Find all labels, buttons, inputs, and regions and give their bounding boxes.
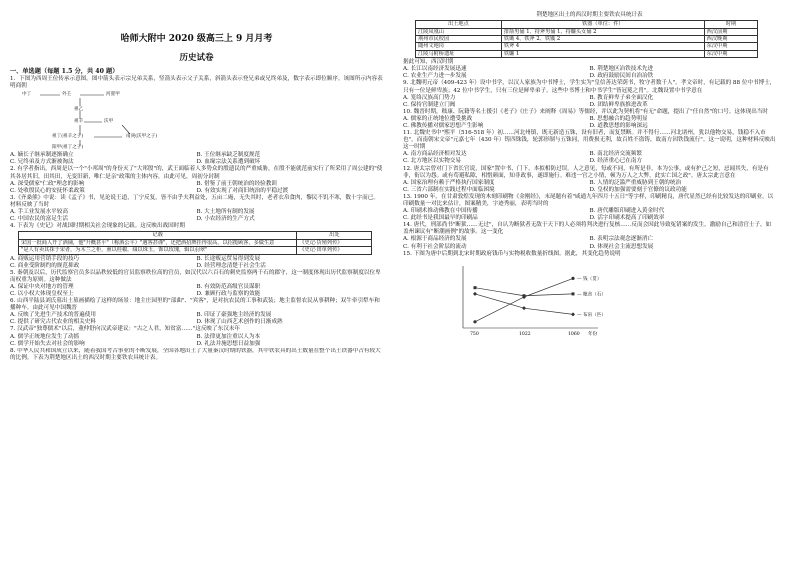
question-8-table-caption: 荆楚地区出土的西汉时期主要铁农具统计表	[536, 12, 643, 18]
legend-label: — 粮食（石）	[577, 292, 607, 298]
question-4-table	[18, 231, 372, 254]
question-11-stem: 11. 北魏史书中"熙平（516-518 年）初……河北州镇，既无新造五铢，设有旧者，而复禁断。并不得行……河北诸州，犹以他物交易，钱稳不入市也"。而南朝宋文帝"元嘉七年（430 年）铸四铢钱，轮郭形制与五铢同，用费损无利，故百姓不盗铸，故南方因铁钱流行"。这一说明，这种材料反映出这一时期	[403, 130, 776, 151]
question-12-options-b	[403, 187, 776, 194]
option[interactable]: D. 皇权的加强需要刻于官僚的议政功能	[589, 186, 687, 193]
option[interactable]: C. 北方地区以实物交易	[403, 158, 461, 165]
question-3-stem: 3.《齐桑熊》中说：读《孟子》书，见论说王道，丁宁反复，皆不由乎夫利益处，五亩二庵，无失其时，老者衣帛食肉，黎民不饥不寒，数十字而已。材料反映了当时	[10, 194, 379, 208]
table-cell: 西汉前期	[704, 28, 758, 35]
question-14-stem: 14. 唐代，刑部尚书"断狱……无过"，自认为断狱者无敌于天下的人必须将判决进行复核……反而会因此导致冤错案的发生，激励自己和清官士子，如盖州谏议有"断潮画例"的故事。这一变化	[403, 222, 772, 236]
option[interactable]: B. 王位继承缺乏制度规范	[196, 152, 261, 159]
option[interactable]: A. 国家治理有赖于严格执行国家制度	[403, 179, 495, 186]
question-10-options-a	[403, 116, 776, 123]
option[interactable]: A. 商贩运用营销手段的技巧	[10, 255, 80, 262]
tick-label: 1060	[568, 331, 580, 337]
option[interactable]: A. 笼络汉族高门势力	[403, 94, 456, 101]
option[interactable]: C. 提供了研究古代农业的相关史料	[10, 319, 96, 326]
question-14-options-b	[403, 244, 776, 251]
option[interactable]: B. 南北经济交流频繁	[589, 151, 642, 158]
tick-label: 年份	[588, 331, 598, 337]
table-cell: 铁斧 4	[501, 43, 704, 50]
option[interactable]: C. 以小权大体现皇权至上	[10, 291, 74, 297]
legend-label: — 布帛（匹）	[577, 312, 607, 318]
question-9-stem: 9. 北魏明元帝（409-423 年）设中书学，以汉人家族为中书博士，学生实为"皇信善达荣荫书，牧守者数千人"。孝文帝时，有记载的 88 位中书博士，只有一位是鲜卑族；42 位中书学生，只有三位是鲜卑弟子。这些中书博士和中书学生"皆冠冕之胄"。北魏设置中书学意在	[403, 80, 776, 94]
option[interactable]: B. 大土地所有制的发展	[196, 209, 255, 216]
data-point	[474, 286, 477, 289]
option[interactable]: D. 兼顾行政与监察的效能	[196, 291, 261, 297]
table-cell: 荆州市民校园	[416, 35, 502, 42]
option[interactable]: D. 活字印刷术提高了印刷效率	[589, 215, 665, 222]
option[interactable]: A. 印刷术推动佛教在中国传播	[403, 208, 478, 215]
data-point	[473, 320, 476, 323]
question-2-options-a	[10, 181, 383, 188]
data-point	[572, 292, 575, 295]
data-point	[473, 292, 477, 296]
table-cell: 宋国一批商人开了酒铺，他"升概甚平"（称酒公平）"遇客甚谨"，还把酒招牌挂得很高，以招揽顾客，多做生意	[19, 239, 297, 246]
question-2-options-b	[10, 188, 383, 195]
option[interactable]: C. 有利于社会阶层的流动	[403, 243, 467, 250]
left-column	[10, 10, 383, 362]
question-12-options-a	[403, 180, 776, 187]
data-point	[571, 312, 575, 316]
exam-title: 哈师大附中 2020 级高三上 9 月月考	[120, 34, 273, 44]
legend-label: — 钱（贯）	[577, 276, 602, 282]
option[interactable]: A. 深受儒家"仁政"理念的影响	[10, 180, 85, 187]
option[interactable]: C. 三省六部制在实践过程中面临困境	[403, 186, 495, 193]
question-15-stem: 15. 下图为唐中后期到北宋时期政府钱币与实物税收数量折线图。据此，其变化趋势说明	[403, 250, 621, 257]
option[interactable]: D. 经济重心已在南方	[589, 158, 643, 165]
data-point	[571, 277, 574, 280]
option[interactable]: B. 荆楚地区冶铁技术先进	[589, 66, 654, 73]
option[interactable]: D. 团结鲜卑族推进改革	[589, 101, 648, 108]
option[interactable]: D. 体现社会主流思想发展	[589, 243, 654, 250]
option[interactable]: C. 处收殷民心的安抚怀柔政策	[10, 187, 85, 194]
table-cell: 随州文地岗	[416, 43, 502, 50]
tax-trend-chart	[443, 260, 643, 355]
table-row	[416, 28, 758, 35]
question-4-stem: 4. 下表为《史记》对战国时期相关社会现象的记载。这反映出战国时期	[10, 223, 185, 230]
question-2-stem: 2. 有学者指出，西周是以一个"小邦周"的身份灭了"大邦殷"的，武王面临着人多势众的殷遗民的严重威胁，在殷不能就范前实行了所采用了周公建的"使其各居其旧，田其田，无变旧新，唯仁是亲"政策的主体内容，由此可见，周初分封制	[10, 166, 383, 180]
node-zuxin: 祖辛	[74, 119, 84, 125]
option[interactable]: B. 长途贩运贸易得到发展	[196, 255, 261, 262]
option[interactable]: B. 有效防范高级官员谋职	[196, 283, 261, 290]
question-10-options-b	[403, 123, 776, 130]
option[interactable]: C. 商业受阶制约的规范抑政	[10, 262, 80, 269]
question-14-options-a	[403, 236, 776, 243]
chart-svg	[443, 260, 643, 340]
table-header-cell: 时期	[704, 21, 758, 28]
table-cell: 东汉中期	[704, 43, 758, 50]
option[interactable]: A. 保证中央对地方的管理	[10, 283, 74, 290]
table-header-cell: 出土地点	[416, 21, 502, 28]
question-8-note: 据此可知，西汉时期	[403, 59, 454, 66]
option[interactable]: B. 法律更加注重以人为本	[196, 333, 261, 340]
option[interactable]: D. 经营理念清楚于社会生活	[196, 262, 266, 269]
option[interactable]: C. 农业生产力进一步发展	[403, 73, 467, 80]
tick-label: 750	[470, 331, 479, 337]
table-cell: "是人有卖其抹于宋者，为木兰之柜，熏以桂椒，缀以珠玉，饰以玫瑰，辑以羽翠"	[19, 247, 297, 254]
question-4-options-a	[10, 256, 383, 263]
question-5-stem: 5. 秦朝及以后，历代监察官员多以品秩较低的官员监察秩位高的官员，如汉代以六百石的刺史监察两千石的郡守，这一制度体现出历代监察制度以位卑而权重为原则。这种做法	[10, 269, 381, 283]
table-header-row	[416, 21, 758, 28]
option[interactable]: B. 唐代雕版印刷进入黄金时代	[589, 208, 665, 215]
question-8-table	[415, 20, 758, 58]
table-cell: 铁镰 1	[501, 50, 704, 57]
option[interactable]: A. 儒学正统地位发生了动摇	[10, 333, 80, 340]
question-6-stem: 6. 山西平陆县刘氏墓出土墓画描绘了这样的场景：地主庄园里的"部曲"、"宾客"，是对抗农民的工事和武装；地主监督农民从事耕种；双牛牵引犁车和播种车。由此可见中国魏晋	[10, 298, 380, 312]
question-7-stem: 7. 汉武帝"独尊儒术"以后，董仲舒向汉武帝建议："古之人君，知贫富……"这反映了东汉末年	[10, 326, 240, 333]
node-zuding: 祖丁(祖辛之子)	[52, 134, 84, 140]
table-row	[19, 239, 372, 246]
question-4-options-b	[10, 263, 383, 270]
right-column	[403, 10, 776, 355]
node-zuyi: 祖乙	[74, 107, 84, 113]
question-7-options-b	[10, 341, 383, 348]
option[interactable]: D. 小农经济的生产方式	[196, 216, 255, 223]
node-waiRen: 外壬	[62, 92, 72, 98]
section-heading: 一、单选题（每题 1.5 分，共 40 题）	[10, 68, 119, 75]
question-1-stem: 1．下图为西周王位传承示意图。图中箭头表示宗兄弟关系，竖箭头表示父子关系，斜箭头表示登兄弟或兄终弟及，数字表示即位顺序。该图所示内容表明商朝	[10, 76, 383, 90]
option[interactable]: D. 血缘宗法关系遭到破坏	[196, 159, 261, 166]
node-nangeng: 南庚(沃甲之子)	[126, 134, 158, 140]
question-11-options-b	[403, 158, 776, 165]
question-12-stem: 12. 唐太宗曾对门下省长官说，国家"置中书、门下，本拟相防过误。人之意见，每或不同，有所是非，本为公事，或有护己之短，忌闻其失，有是有非，衔以为怨。或有苟避私隙，相惜颜面，知非政事，遂即施行。难违一官之小情，顿为万人之大弊，此实亡国之政"。唐太宗此言意在	[403, 165, 769, 179]
option[interactable]: A. 根源于商品经济的发展	[403, 236, 467, 243]
option[interactable]: B. 借鉴了前王朝统治的经验教训	[196, 180, 277, 187]
table-header-cell: 记载	[19, 232, 297, 239]
option[interactable]: B. 表明宗法观念逐渐消亡	[589, 236, 654, 243]
table-cell: 江陵凤凰山	[416, 28, 502, 35]
option[interactable]: C. 此经书是我国最早的印刷品	[403, 215, 478, 222]
option[interactable]: B. 思想融合的趋势明显	[589, 115, 648, 122]
table-cell: 铁锄 4、铁斧 2、铁镬 2	[501, 35, 704, 42]
option[interactable]: C. 佛教传播对儒家思想产生影响	[403, 122, 484, 129]
table-cell: 东汉中期	[704, 50, 758, 57]
table-cell: 江陵马附桥遗址	[416, 50, 502, 57]
option[interactable]: C. 儒学开始失去对社会的影响	[10, 340, 85, 347]
option[interactable]: B. 人情的泛滥严重威胁到王朝的统治	[589, 179, 682, 186]
series-line	[475, 278, 573, 321]
table-cell: 西汉晚期	[704, 35, 758, 42]
question-7-options-a	[10, 334, 383, 341]
option[interactable]: A. 南方商品经济相对发达	[403, 151, 467, 158]
question-8-stem-start: 8. 中华人民共和国成立以来，随着我国考古事业的不断发展，全国各地出土了大量秦汉时期的铁器，其中铁农具的出土数量在整个出土铁器中占有较大的比例。下表为荆楚地区出土的西汉时期主要铁农具统计表。	[10, 347, 381, 361]
table-cell: 《史记·田单列传》	[297, 247, 372, 254]
question-9-options-a	[403, 95, 776, 102]
option[interactable]: C. 中国农民的富足生活	[10, 216, 68, 223]
node-hedanjia: 河亶甲	[106, 92, 120, 98]
question-9-options-b	[403, 102, 776, 109]
option[interactable]: D. 政府鼓励民间自治冶铁	[589, 73, 654, 80]
option[interactable]: D. 礼法并施思想日益加强	[196, 340, 261, 347]
option[interactable]: D. 体现了山西艺术创作的日渐成熟	[196, 319, 283, 326]
question-5-options-a	[10, 284, 383, 291]
node-wojia: 沃甲	[104, 119, 114, 125]
option[interactable]: C. 兄终弟及方式渐被淘汰	[10, 159, 74, 166]
table-row	[416, 35, 758, 42]
exam-subtitle: 历史试卷	[179, 53, 214, 63]
succession-arrows	[22, 92, 272, 150]
question-13-stem: 13. 1900 年，在甘肃敦煌发现的木刻印刷物《金刚经》，末尾题有着"咸通九年四月十五日"等字样，印刷精良，唐代显然已经有比较发达的印刷业。以印刷数量一对比来估计，图案精美，字迹秀丽，表明当时的	[403, 193, 774, 207]
option[interactable]: D. 有效实现了对商旧统治的平稳过渡	[196, 187, 289, 194]
table-row	[19, 247, 372, 254]
table-row	[416, 43, 758, 50]
data-point	[523, 294, 526, 297]
node-yangjia: 阳甲(祖丁之子)	[52, 145, 84, 151]
table-header-cell: 铁器（单位：件）	[501, 21, 704, 28]
succession-diagram	[22, 92, 383, 150]
table-header-row	[19, 232, 372, 239]
table-cell: 排箭男俑 1、持斧男俑 1、持镰头女俑 2	[501, 28, 704, 35]
table-cell: 《史记·货殖列传》	[297, 239, 372, 246]
tick-label: 1022	[519, 331, 531, 337]
option[interactable]: A. 反映了先进生产技术的普遍使用	[10, 312, 96, 319]
option[interactable]: B. 印证了豪强地主经济的发展	[196, 312, 272, 319]
table-header-cell: 出处	[297, 232, 372, 239]
option[interactable]: B. 教育鲜卑子弟全面汉化	[589, 94, 654, 101]
option[interactable]: A. 儒家的正统地位遭受挑战	[403, 115, 473, 122]
option[interactable]: D. 道教思想的影响深远	[589, 122, 648, 129]
option[interactable]: A. 嫡长子继承制逐渐确立	[10, 152, 74, 159]
node-zhongding: 中丁	[22, 92, 32, 98]
option[interactable]: C. 保持官制建立门阀	[403, 101, 456, 108]
table-row	[416, 50, 758, 57]
question-10-stem: 10. 魏晋时期，嵇康、阮籍等名士援引《老子》《庄子》来阐释《周易》等儒经，并以此为契机将"有无"命题，提出了"任自然"的口号。这体现出当时	[403, 108, 768, 115]
option[interactable]: A. 长江以南经济发展迅速	[403, 66, 467, 73]
data-point	[522, 306, 526, 310]
option[interactable]: A. 手工业发展水平较高	[10, 209, 68, 216]
